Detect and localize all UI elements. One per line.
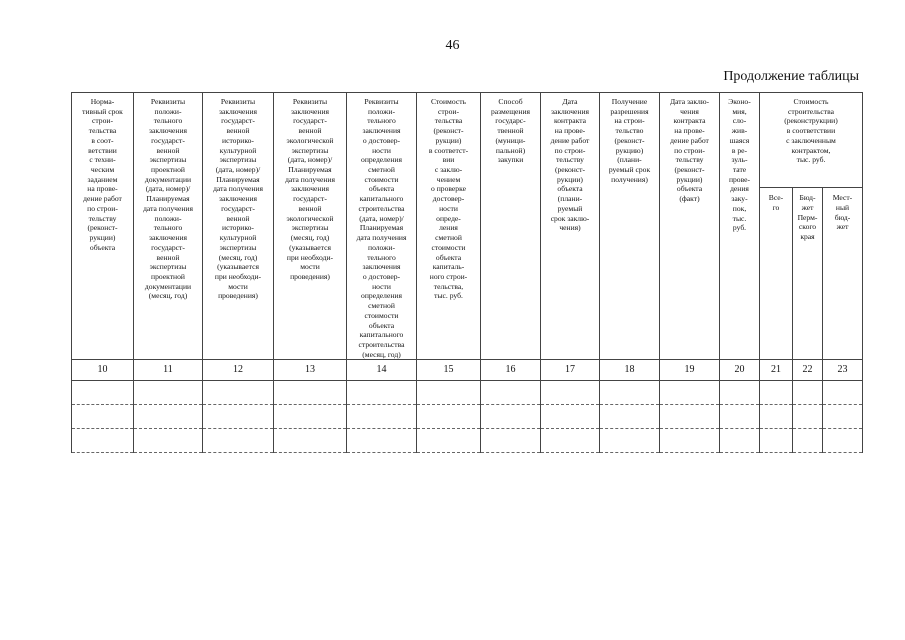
column-number: 19 (660, 360, 720, 381)
empty-cell (600, 381, 660, 405)
column-number: 13 (274, 360, 347, 381)
column-number: 18 (600, 360, 660, 381)
empty-cell (72, 429, 134, 453)
empty-cell (720, 405, 760, 429)
empty-cell (347, 429, 417, 453)
data-table (71, 92, 863, 453)
header-cell: Реквизиты положи- тельного заключения о достовер- ности определения сметной стоимости объекта капитального строительства (дата, номер)/ Планируемая дата получения положи- тельного заключения о достовер- ности определения сметной стоимости объекта капитального строительства (месяц, год) (347, 93, 417, 360)
column-number: 20 (720, 360, 760, 381)
empty-cell (660, 405, 720, 429)
column-number: 14 (347, 360, 417, 381)
empty-cell (541, 381, 600, 405)
empty-cell (274, 429, 347, 453)
empty-cell (660, 429, 720, 453)
empty-cell (600, 405, 660, 429)
column-number: 10 (72, 360, 134, 381)
empty-cell (347, 381, 417, 405)
empty-cell (134, 429, 203, 453)
empty-cell (481, 381, 541, 405)
empty-cell (72, 405, 134, 429)
empty-cell (600, 429, 660, 453)
empty-cell (274, 381, 347, 405)
continuation-label: Продолжение таблицы (723, 69, 859, 84)
empty-cell (417, 381, 481, 405)
empty-cell (793, 405, 823, 429)
empty-cell (823, 405, 863, 429)
empty-cell (134, 381, 203, 405)
header-cell: Реквизиты заключения государст- венной экологической экспертизы (дата, номер)/ Планируемая дата получения заключения государст- венной экологической экспертизы (месяц, год) (указывается при необходи- мости проведения) (274, 93, 347, 360)
empty-cell (417, 405, 481, 429)
empty-cell (760, 405, 793, 429)
column-number: 23 (823, 360, 863, 381)
column-number: 15 (417, 360, 481, 381)
header-cell: Реквизиты заключения государст- венной историко- культурной экспертизы (дата, номер)/ Планируемая дата получения заключения государст- венной историко- культурной экспертизы (месяц, год) (указывается при необходи- мости проведения) (203, 93, 274, 360)
empty-cell (793, 429, 823, 453)
subheader-cell: Мест- ный бюд- жет (823, 188, 863, 360)
empty-cell (823, 381, 863, 405)
empty-cell (203, 429, 274, 453)
empty-cell (720, 429, 760, 453)
empty-cell (541, 405, 600, 429)
header-cell: Реквизиты положи- тельного заключения государст- венной экспертизы проектной документации (дата, номер)/ Планируемая дата получения положи- тельного заключения государст- венной экспертизы проектной документации (месяц, год) (134, 93, 203, 360)
header-cell: Стоимость строи- тельства (реконст- рукции) в соответст- вии с заклю- чением о проверке достовер- ности опреде- ления сметной стоимости объекта капиталь- ного строи- тельства, тыс. руб. (417, 93, 481, 360)
header-cell: Способ размещения государс- твенной (муници- пальной) закупки (481, 93, 541, 360)
header-cell: Получение разрешения на строи- тельство (реконст- рукцию) (плани- руемый срок получения) (600, 93, 660, 360)
subheader-cell: Все- го (760, 188, 793, 360)
column-number: 21 (760, 360, 793, 381)
subheader-cell: Бюд- жет Перм- ского края (793, 188, 823, 360)
header-cell: Дата заклю- чения контракта на прове- дение работ по строи- тельству (реконст- рукции) объекта (факт) (660, 93, 720, 360)
empty-cell (541, 429, 600, 453)
header-cell: Норма- тивный срок строи- тельства в соот- ветствии с техни- ческим заданием на прове- дение работ по строи- тельству (реконст- рукции) объекта (72, 93, 134, 360)
page-number: 46 (445, 38, 460, 53)
empty-cell (660, 381, 720, 405)
empty-cell (203, 381, 274, 405)
empty-cell (481, 405, 541, 429)
column-number: 11 (134, 360, 203, 381)
column-number: 22 (793, 360, 823, 381)
header-cell: Эконо- мия, сло- жив- шаяся в ре- зуль- тате прове- дения заку- пок, тыс. руб. (720, 93, 760, 360)
empty-cell (760, 381, 793, 405)
header-cell-group: Стоимость строительства (реконструкции) в соответствии с заключенным контрактом, тыс. руб. (760, 93, 863, 188)
table-row (72, 429, 863, 453)
table-row (72, 405, 863, 429)
table-row (72, 381, 863, 405)
empty-cell (720, 381, 760, 405)
column-number: 12 (203, 360, 274, 381)
empty-cell (203, 405, 274, 429)
header-cell: Дата заключения контракта на прове- дение работ по строи- тельству (реконст- рукции) объекта (плани- руемый срок заклю- чения) (541, 93, 600, 360)
empty-cell (760, 429, 793, 453)
empty-cell (347, 405, 417, 429)
empty-cell (274, 405, 347, 429)
empty-cell (72, 381, 134, 405)
empty-cell (481, 429, 541, 453)
empty-cell (417, 429, 481, 453)
empty-cell (793, 381, 823, 405)
empty-cell (823, 429, 863, 453)
column-number: 16 (481, 360, 541, 381)
empty-cell (134, 405, 203, 429)
column-number: 17 (541, 360, 600, 381)
